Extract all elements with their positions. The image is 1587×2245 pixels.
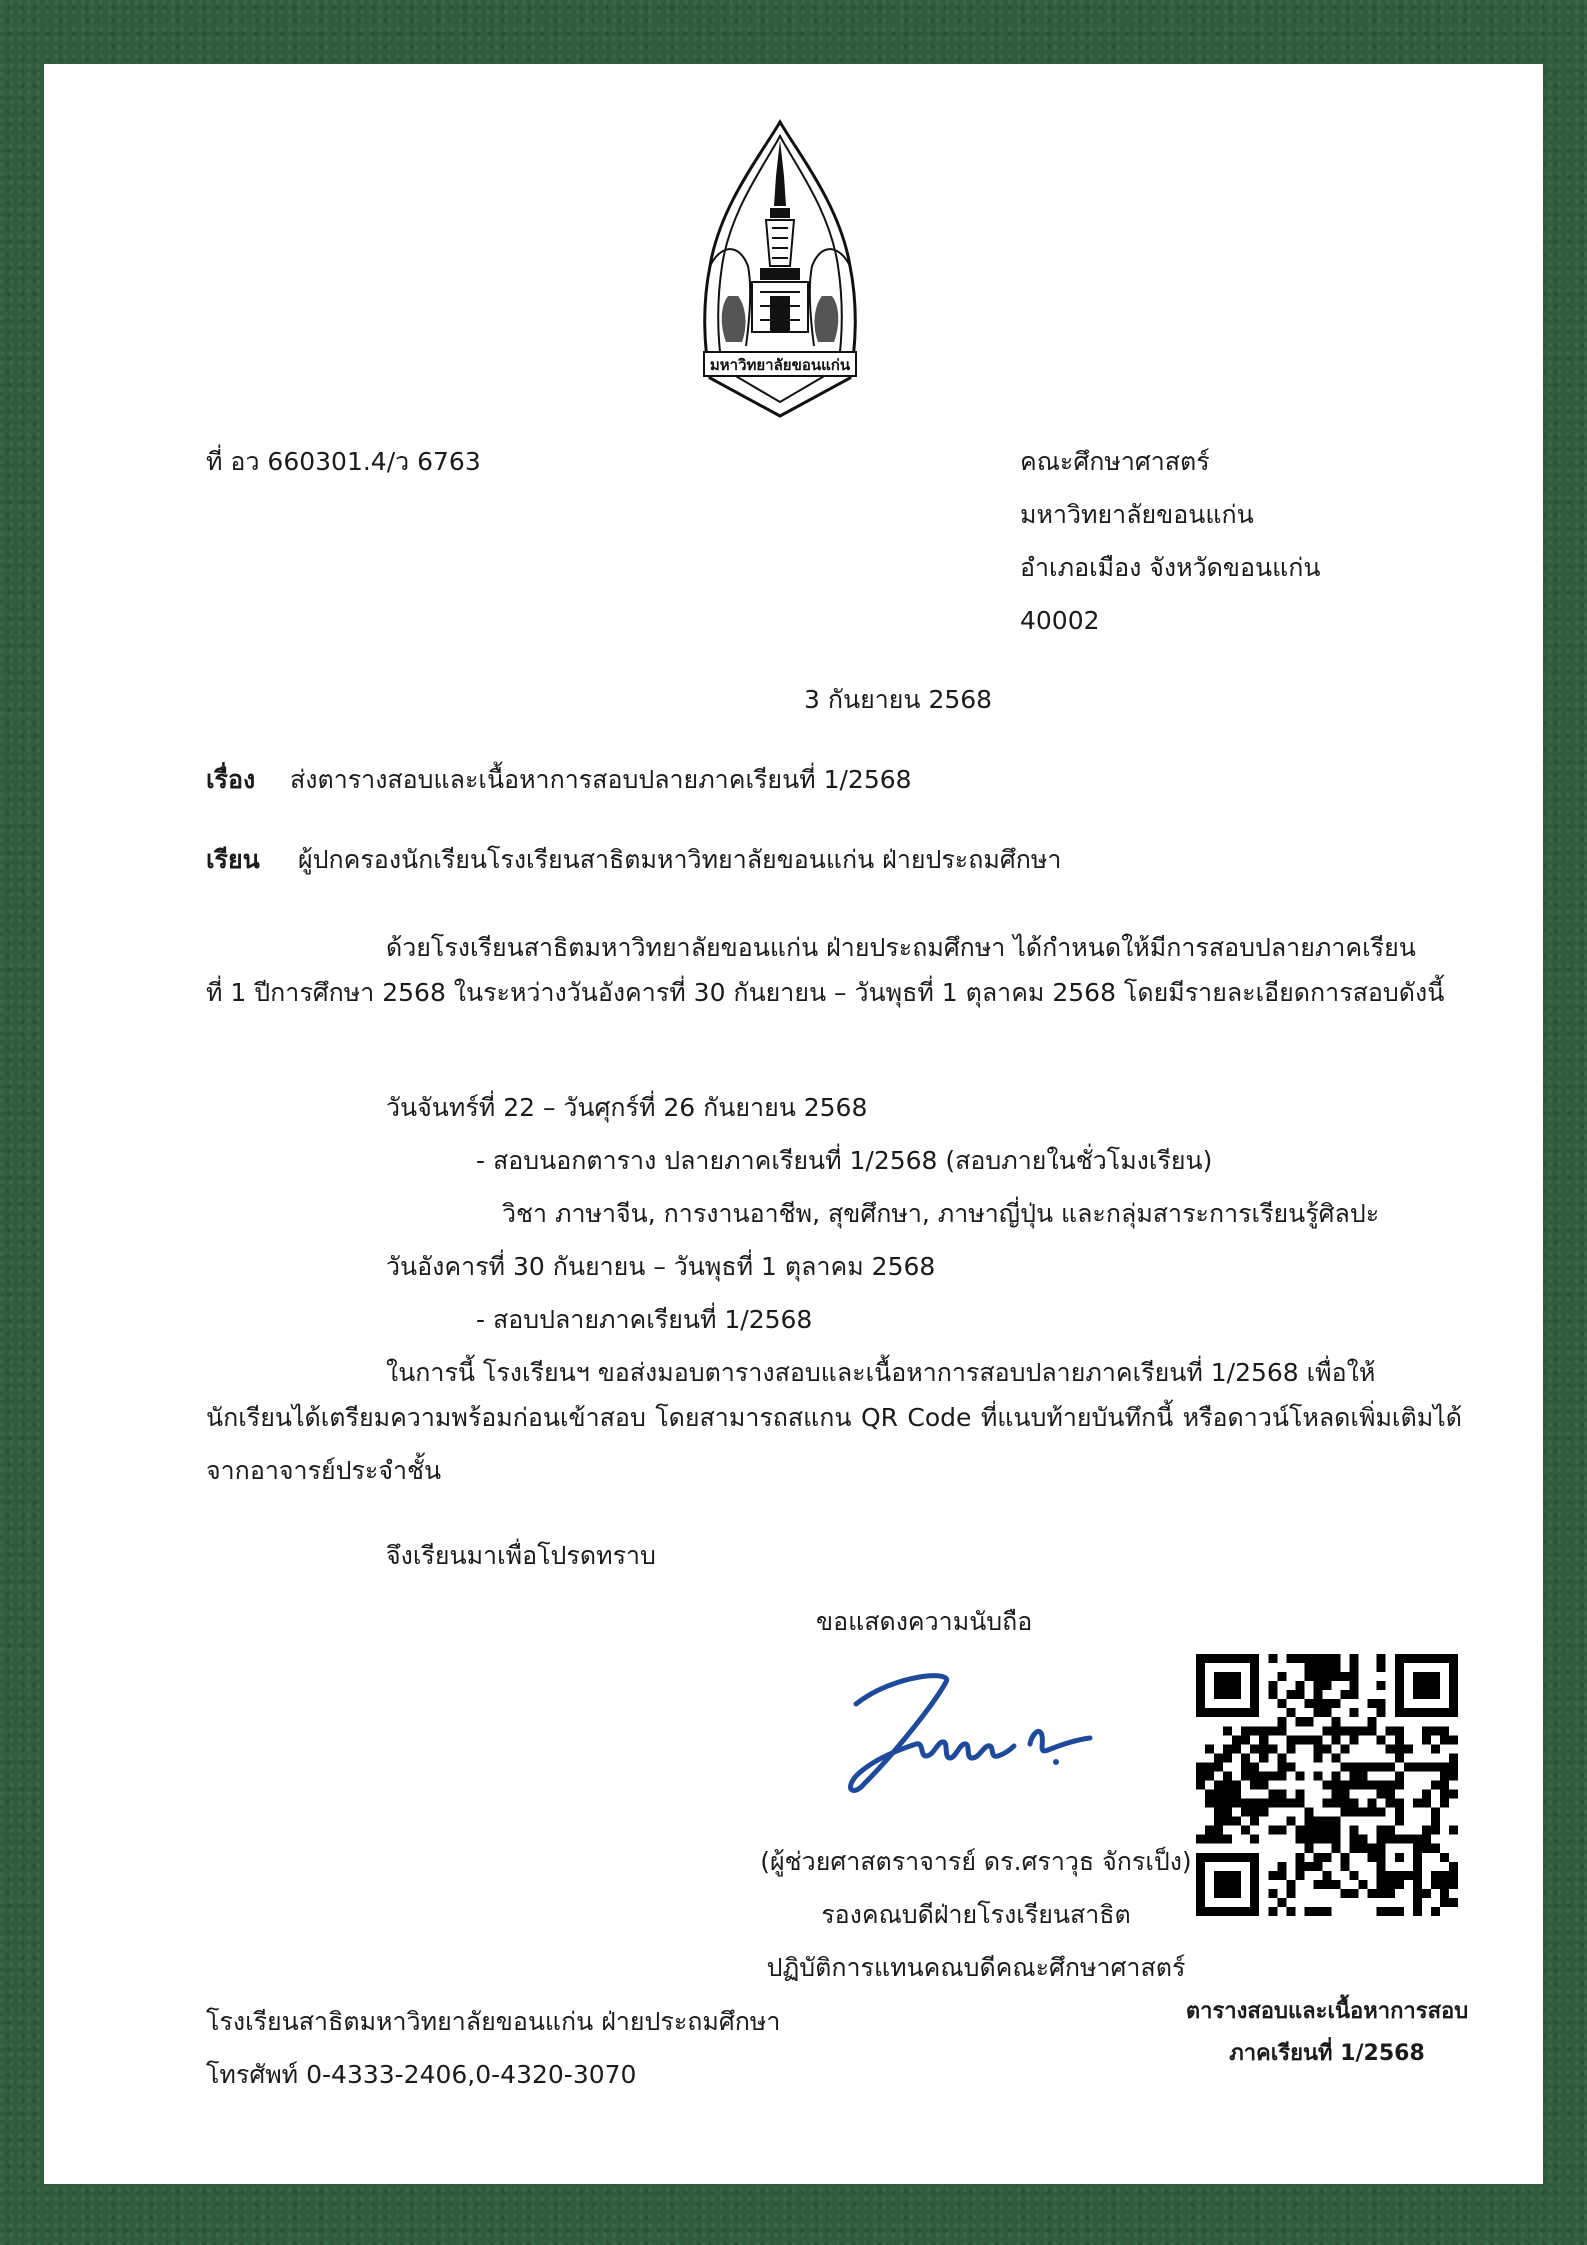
signatory-position-1: รองคณบดีฝ่ายโรงเรียนสาธิต <box>821 1900 1131 1929</box>
schedule-2-date: วันอังคารที่ 30 กันยายน – วันพุธที่ 1 ตุลาคม 2568 <box>386 1252 936 1281</box>
final-sentence: จึงเรียนมาเพื่อโปรดทราบ <box>386 1541 656 1570</box>
reference-number: ที่ อว 660301.4/ว 6763 <box>206 447 481 476</box>
intro-continuation: ที่ 1 ปีการศึกษา 2568 ในระหว่างวันอังคารที่ 30 กันยายน – วันพุธที่ 1 ตุลาคม 2568 โดยมีรายละเอียดการสอบดังนี้ <box>206 978 1445 1007</box>
letter-page <box>44 64 1543 2184</box>
recipient-text: ผู้ปกครองนักเรียนโรงเรียนสาธิตมหาวิทยาลัยขอนแก่น ฝ่ายประถมศึกษา <box>298 845 1062 874</box>
schedule-1-subjects: วิชา ภาษาจีน, การงานอาชีพ, สุขศึกษา, ภาษาญี่ปุ่น และกลุ่มสาระการเรียนรู้ศิลปะ <box>502 1199 1380 1228</box>
seal-ribbon-text: มหาวิทยาลัยขอนแก่น <box>709 356 851 374</box>
address-line-2: มหาวิทยาลัยขอนแก่น <box>1020 500 1254 529</box>
footer-school: โรงเรียนสาธิตมหาวิทยาลัยขอนแก่น ฝ่ายประถมศึกษา <box>206 2007 781 2036</box>
subject-text: ส่งตารางสอบและเนื้อหาการสอบปลายภาคเรียนที่ 1/2568 <box>290 765 912 794</box>
address-line-3: อำเภอเมือง จังหวัดขอนแก่น <box>1020 553 1321 582</box>
qr-caption-line-1: ตารางสอบและเนื้อหาการสอบ <box>1185 1999 1469 2024</box>
address-line-1: คณะศึกษาศาสตร์ <box>1020 447 1210 476</box>
footer-phone: โทรศัพท์ 0-4333-2406,0-4320-3070 <box>206 2060 637 2089</box>
qr-caption-line-2: ภาคเรียนที่ 1/2568 <box>1229 2041 1425 2066</box>
intro-first-line: ด้วยโรงเรียนสาธิตมหาวิทยาลัยขอนแก่น ฝ่ายประถมศึกษา ได้กำหนดให้มีการสอบปลายภาคเรียน <box>386 933 1416 962</box>
schedule-2-item: - สอบปลายภาคเรียนที่ 1/2568 <box>476 1305 813 1334</box>
recipient-label: เรียน <box>206 845 260 874</box>
signatory-position-2: ปฏิบัติการแทนคณบดีคณะศึกษาศาสตร์ <box>766 1953 1186 1982</box>
address-postcode: 40002 <box>1020 606 1100 635</box>
qr-code[interactable] <box>1196 1654 1458 1916</box>
handwritten-signature <box>834 1664 1124 1804</box>
regards-text: ขอแสดงความนับถือ <box>816 1607 1033 1636</box>
closing-continuation: นักเรียนได้เตรียมความพร้อมก่อนเข้าสอบ โดยสามารถสแกน QR Code ที่แนบท้ายบันทึกนี้ หรือดาวน์โหลดเพิ่มเติมได้จากอาจารย์ประจำชั้น <box>206 1403 1462 1485</box>
subject-label: เรื่อง <box>206 765 256 794</box>
closing-first-line: ในการนี้ โรงเรียนฯ ขอส่งมอบตารางสอบและเนื้อหาการสอบปลายภาคเรียนที่ 1/2568 เพื่อให้ <box>386 1358 1376 1387</box>
schedule-1-item: - สอบนอกตาราง ปลายภาคเรียนที่ 1/2568 (สอบภายในชั่วโมงเรียน) <box>476 1146 1213 1175</box>
university-seal-logo <box>690 116 870 418</box>
letter-date: 3 กันยายน 2568 <box>804 685 993 714</box>
signatory-name: (ผู้ช่วยศาสตราจารย์ ดร.ศราวุธ จักรเป็ง) <box>760 1847 1192 1876</box>
schedule-1-date: วันจันทร์ที่ 22 – วันศุกร์ที่ 26 กันยายน 2568 <box>386 1093 868 1122</box>
